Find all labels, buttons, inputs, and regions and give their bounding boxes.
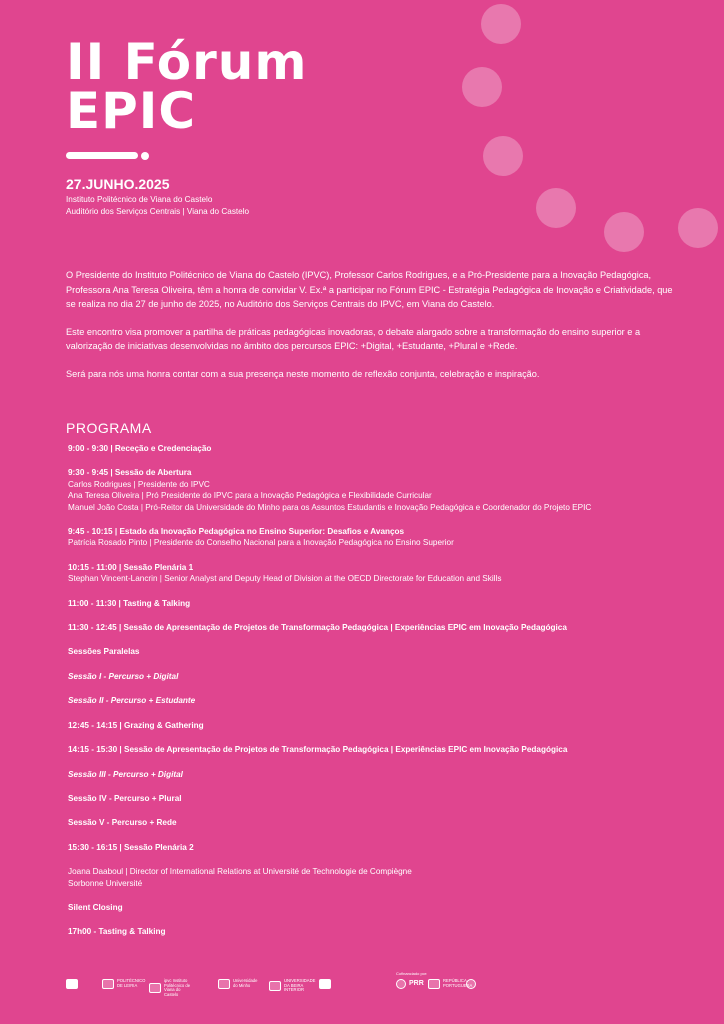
logo-republica-portuguesa-icon xyxy=(428,979,440,989)
logo-prr-icon xyxy=(396,979,406,989)
programa-item-heading: 15:30 - 16:15 | Sessão Plenária 2 xyxy=(68,842,194,852)
decor-circle xyxy=(678,208,718,248)
logo-universidade-do-minho-text: Universidade do Minho xyxy=(233,978,258,988)
programa-item xyxy=(68,744,708,755)
programa-item-heading: 17h00 - Tasting & Talking xyxy=(68,927,166,937)
logo-politecnico-leiria-icon xyxy=(102,979,114,989)
programa-item xyxy=(68,793,708,804)
programa-item xyxy=(68,902,708,913)
decor-circle xyxy=(536,188,576,228)
title-underline-dot xyxy=(141,152,149,160)
decor-circle xyxy=(462,67,502,107)
programa-item-heading: 9:00 - 9:30 | Receção e Credenciação xyxy=(68,444,212,453)
title-underline-bar xyxy=(66,152,138,159)
programa-item-heading: 11:00 - 11:30 | Tasting & Talking xyxy=(68,598,191,608)
programa-item-heading: 10:15 - 11:00 | Sessão Plenária 1 xyxy=(68,562,194,572)
programa-item xyxy=(68,695,708,706)
programa-item xyxy=(68,866,708,889)
programa-item-speaker: Joana Daaboul | Director of International Relations at Université de Technologie de Compiègne xyxy=(68,867,412,877)
logo-politecnico-leiria xyxy=(102,979,147,989)
programa-item-speaker: Sorbonne Université xyxy=(68,878,143,888)
logo-ipvc-text: ipvc Instituto Politécnico de Viana do Castelo xyxy=(164,978,191,997)
programa-item xyxy=(68,562,708,585)
event-venue xyxy=(66,194,249,217)
logo-ipvc-icon xyxy=(149,983,161,993)
programa-item-heading: 11:30 - 12:45 | Sessão de Apresentação de Projetos de Transformação Pedagógica | Experiências EPIC em Inovação Pedagógica xyxy=(68,623,567,633)
programa-item-heading: Silent Closing xyxy=(68,902,123,912)
venue-location: Auditório dos Serviços Centrais | Viana do Castelo xyxy=(66,206,250,216)
programa-item xyxy=(68,622,708,633)
programa-item-heading: Sessão III - Percurso + Digital xyxy=(68,769,183,779)
cofunded-label: Cofinanciado por: xyxy=(396,971,428,976)
venue-institution: Instituto Politécnico de Viana do Castelo xyxy=(66,195,213,204)
programa-item-speaker: Ana Teresa Oliveira | Pró Presidente do IPVC para a Inovação Pedagógica e Flexibilidade Curricular xyxy=(68,491,432,501)
programa-item-heading: 9:30 - 9:45 | Sessão de Abertura xyxy=(68,468,192,478)
logo-republica-portuguesa-text: REPÚBLICA PORTUGUESA xyxy=(443,978,473,988)
event-title-line1: II Fórum xyxy=(66,33,308,91)
invitation-paragraph: Será para nós uma honra contar com a sua presença neste momento de reflexão conjunta, celebração e inspiração. xyxy=(66,368,540,379)
event-date: 27.JUNHO.2025 xyxy=(66,176,170,192)
programa-item-heading: 14:15 - 15:30 | Sessão de Apresentação de Projetos de Transformação Pedagógica | Experiências EPIC em Inovação Pedagógica xyxy=(68,745,568,755)
programa-item xyxy=(68,817,708,828)
logo-unknown xyxy=(319,979,331,989)
logo-universidade-beira-interior xyxy=(269,979,314,993)
programa-item-heading: 12:45 - 14:15 | Grazing & Gathering xyxy=(68,720,204,730)
programa-item xyxy=(68,842,708,853)
logo-universidade-beira-interior-icon xyxy=(269,981,281,991)
programa-item xyxy=(68,646,708,657)
logo-eu-icon xyxy=(466,979,476,989)
programa-item xyxy=(68,926,708,937)
programa-item xyxy=(68,720,708,731)
logo-unknown-icon xyxy=(319,979,331,989)
programa-item-heading: 9:45 - 10:15 | Estado da Inovação Pedagógica no Ensino Superior: Desafios e Avanços xyxy=(68,527,405,537)
programa-item-heading: Sessão II - Percurso + Estudante xyxy=(68,696,196,706)
programa-item-speaker: Stephan Vincent-Lancrin | Senior Analyst and Deputy Head of Division at the OECD Directorate for Education and Skills xyxy=(68,574,502,584)
logo-universidade-beira-interior-text: UNIVERSIDADE DA BEIRA INTERIOR xyxy=(284,978,316,993)
decor-circle xyxy=(483,136,523,176)
programa-item-speaker: Manuel João Costa | Pró-Reitor da Universidade do Minho para os Assuntos Estudantis e Inovação Pedagógica e Coordenador do Projeto EPIC xyxy=(68,502,592,512)
event-title-line2: EPIC xyxy=(66,82,197,140)
logo-eu xyxy=(466,979,476,989)
decor-circle xyxy=(481,4,521,44)
programa-item xyxy=(68,671,708,682)
event-title xyxy=(66,33,308,140)
programa-heading: PROGRAMA xyxy=(66,420,152,436)
programa-item xyxy=(68,467,708,513)
logo-universidade-do-minho-icon xyxy=(218,979,230,989)
logo-epic-icon xyxy=(66,979,78,989)
programa-item xyxy=(68,443,708,454)
logo-prr xyxy=(396,979,424,989)
footer-logos xyxy=(66,971,516,998)
programa-item-speaker: Carlos Rodrigues | Presidente do IPVC xyxy=(68,479,210,489)
logo-prr-text: PRR xyxy=(409,980,424,987)
programa-item-heading: Sessão V - Percurso + Rede xyxy=(68,818,177,828)
logo-universidade-do-minho xyxy=(218,979,263,989)
invitation-paragraph: O Presidente do Instituto Politécnico de Viana do Castelo (IPVC), Professor Carlos Rodrigues, e a Pró-Presidente para a Inovação Pedagógica, Professora Ana Teresa Oliveira, têm a honra de convidar V. Ex.ª a participar no Fórum EPIC - Estratégia Pedagógica de Inovação e Criatividade, que se realiza no dia 27 de junho de 2025, no Auditório dos Serviços Centrais do IPVC, em Viana do Castelo. xyxy=(66,270,673,310)
invitation-paragraph: Este encontro visa promover a partilha de práticas pedagógicas inovadoras, o debate alargado sobre a transformação do ensino superior e a valorização de iniciativas desenvolvidas no âmbito dos percursos EPIC: +Digital, +Estudante, +Plural e +Rede. xyxy=(66,326,641,352)
programa-item-heading: Sessão IV - Percurso + Plural xyxy=(68,793,182,803)
programa-item-speaker: Patrícia Rosado Pinto | Presidente do Conselho Nacional para a Inovação Pedagógica no Ensino Superior xyxy=(68,538,454,548)
programa-item-heading: Sessões Paralelas xyxy=(68,647,140,657)
decor-circle xyxy=(604,212,644,252)
programa-item xyxy=(68,598,708,609)
logo-epic xyxy=(66,979,78,989)
programa-item xyxy=(68,526,708,549)
logo-ipvc xyxy=(149,979,194,997)
programa-item xyxy=(68,769,708,780)
programa-list xyxy=(68,443,708,951)
invitation-text xyxy=(66,268,676,395)
programa-item-heading: Sessão I - Percurso + Digital xyxy=(68,671,179,681)
logo-politecnico-leiria-text: POLITÉCNICO DE LEIRIA xyxy=(117,978,146,988)
